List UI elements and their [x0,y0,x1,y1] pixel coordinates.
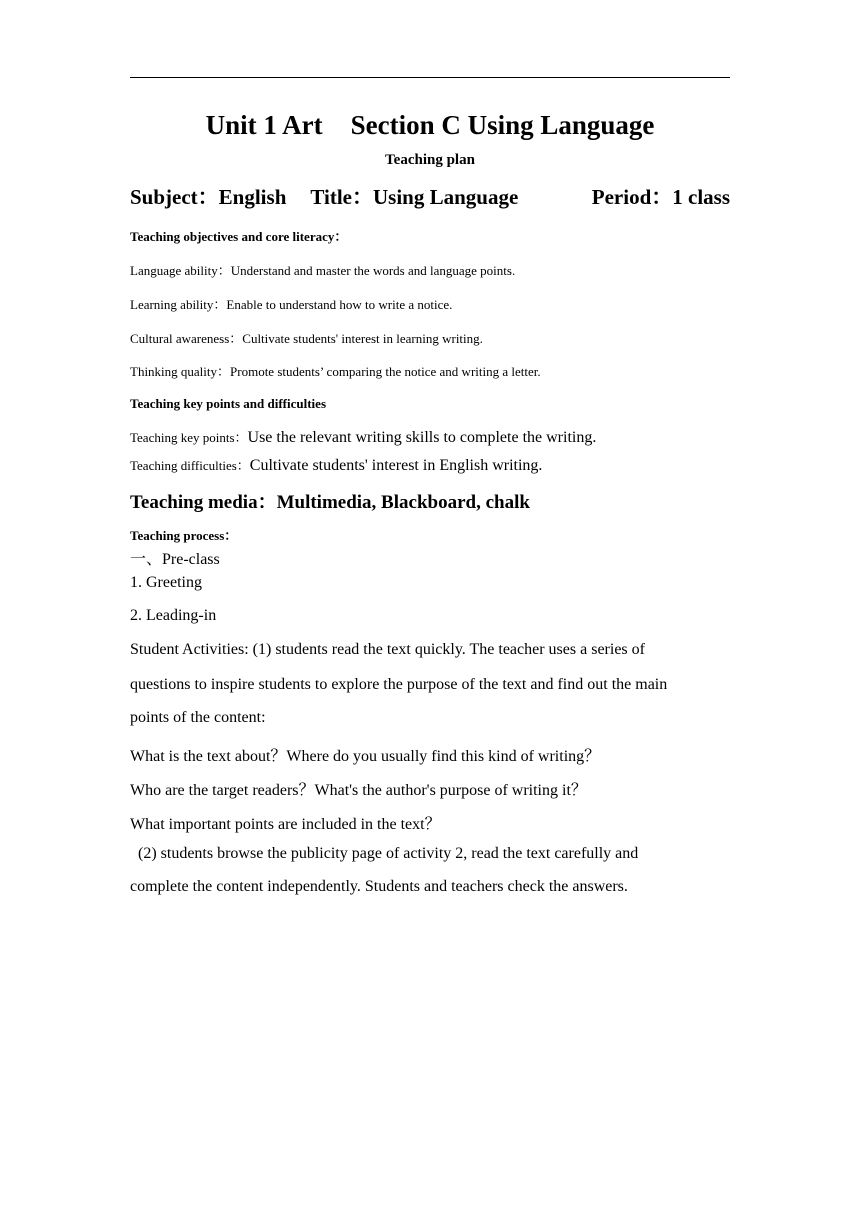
process-line: (2) students browse the publicity page of activity 2, read the text carefully and [130,845,639,862]
process-line: 一、Pre-class [130,551,220,568]
process-line: 1. Greeting [130,574,202,591]
process-line: Who are the target readers？What's the author's purpose of writing it？ [130,782,587,799]
difficulties-label: Teaching difficulties： [130,458,250,473]
difficulties-line [130,455,542,475]
process-line: 2. Leading-in [130,607,217,624]
info-title: Title：Using Language [310,185,519,209]
process-line: Student Activities: (1) students read the text quickly. The teacher uses a series of [130,641,645,658]
info-subject-title [130,181,518,211]
page-subtitle: Teaching plan [385,152,475,168]
title-unit: Unit 1 Art [205,110,323,140]
process-line: What is the text about？Where do you usually find this kind of writing？ [130,748,601,765]
process-line: points of the content: [130,709,266,726]
key-points-label: Teaching key points： [130,430,248,445]
header-rule [130,77,730,78]
objective-language: Language ability：Understand and master the words and language points. [130,263,516,278]
process-heading: Teaching process： [130,528,238,543]
info-line [130,181,730,211]
objectives-heading: Teaching objectives and core literacy： [130,229,348,244]
process-line: questions to inspire students to explore the purpose of the text and find out the main [130,676,668,693]
teaching-media: Teaching media：Multimedia, Blackboard, chalk [130,492,530,513]
objective-cultural: Cultural awareness：Cultivate students' interest in learning writing. [130,331,483,346]
process-line: complete the content independently. Students and teachers check the answers. [130,878,628,895]
objective-thinking: Thinking quality：Promote students’ comparing the notice and writing a letter. [130,364,541,379]
process-line: What important points are included in the text？ [130,816,441,833]
title-section: Section C Using Language [350,110,655,140]
key-points-value: Use the relevant writing skills to complete the writing. [247,429,597,446]
key-points-line [130,427,596,447]
page-title [0,110,860,141]
difficulties-value: Cultivate students' interest in English writing. [249,457,543,474]
key-points-heading: Teaching key points and difficulties [130,396,327,411]
info-period: Period：1 class [591,185,730,209]
objective-learning: Learning ability：Enable to understand how to write a notice. [130,297,453,312]
info-subject: Subject：English [130,185,287,209]
